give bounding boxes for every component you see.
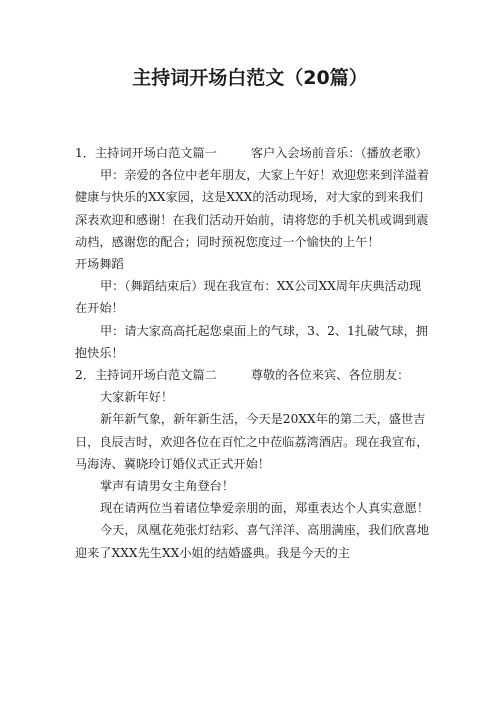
document-title: 主持词开场白范文（20篇） [132,67,368,89]
document-body [75,142,430,564]
paragraph: 开场舞蹈 [75,257,124,272]
paragraph: 大家新年好！ [100,390,174,405]
paragraph: 掌声有请男女主角登台！ [100,479,235,494]
section-number: 2． [75,368,95,383]
paragraph: 新年新气象，新年新生活，今天是20XX年的第二天，盛世吉日，良辰吉时，欢迎各位在百忙之中莅临荔湾酒店。现在我宣布，马海涛、冀晓玲订婚仪式正式开始！ [75,412,429,471]
section-title: 主持词开场白范文篇二 [94,368,217,383]
section-lead-text: 尊敬的各位来宾、各位朋友： [250,368,410,383]
section-number: 1． [75,146,95,160]
paragraph: 甲：亲爱的各位中老年朋友，大家上午好！欢迎您来到洋溢着健康与快乐的XX家园，这是XXX的活动现场，对大家的到来我们深表欢迎和感谢！在我们活动开始前，请将您的手机关机或调到震动档，感谢您的配合；同时预祝您度过一个愉快的上午！ [75,168,430,249]
section-title: 主持词开场白范文篇一 [94,146,217,160]
section-lead-text: 客户入会场前音乐：（播放老歌） [250,146,428,160]
section-heading [75,364,430,386]
paragraph: 甲：（舞蹈结束后）现在我宣布：XX公司XX周年庆典活动现在开始！ [75,279,422,316]
paragraph: 现在请两位当着诸位挚爱亲朋的面，郑重表达个人真实意愿！ [100,501,430,516]
paragraph: 今天，凤凰花苑张灯结彩、喜气洋洋、高朋满座，我们欣喜地迎来了XXX先生XX小姐的结婚盛典。我是今天的主 [75,523,430,560]
paragraph: 甲：请大家高高托起您桌面上的气球，3、2、1扎破气球，拥抱快乐！ [75,323,428,360]
section-heading [75,142,430,164]
